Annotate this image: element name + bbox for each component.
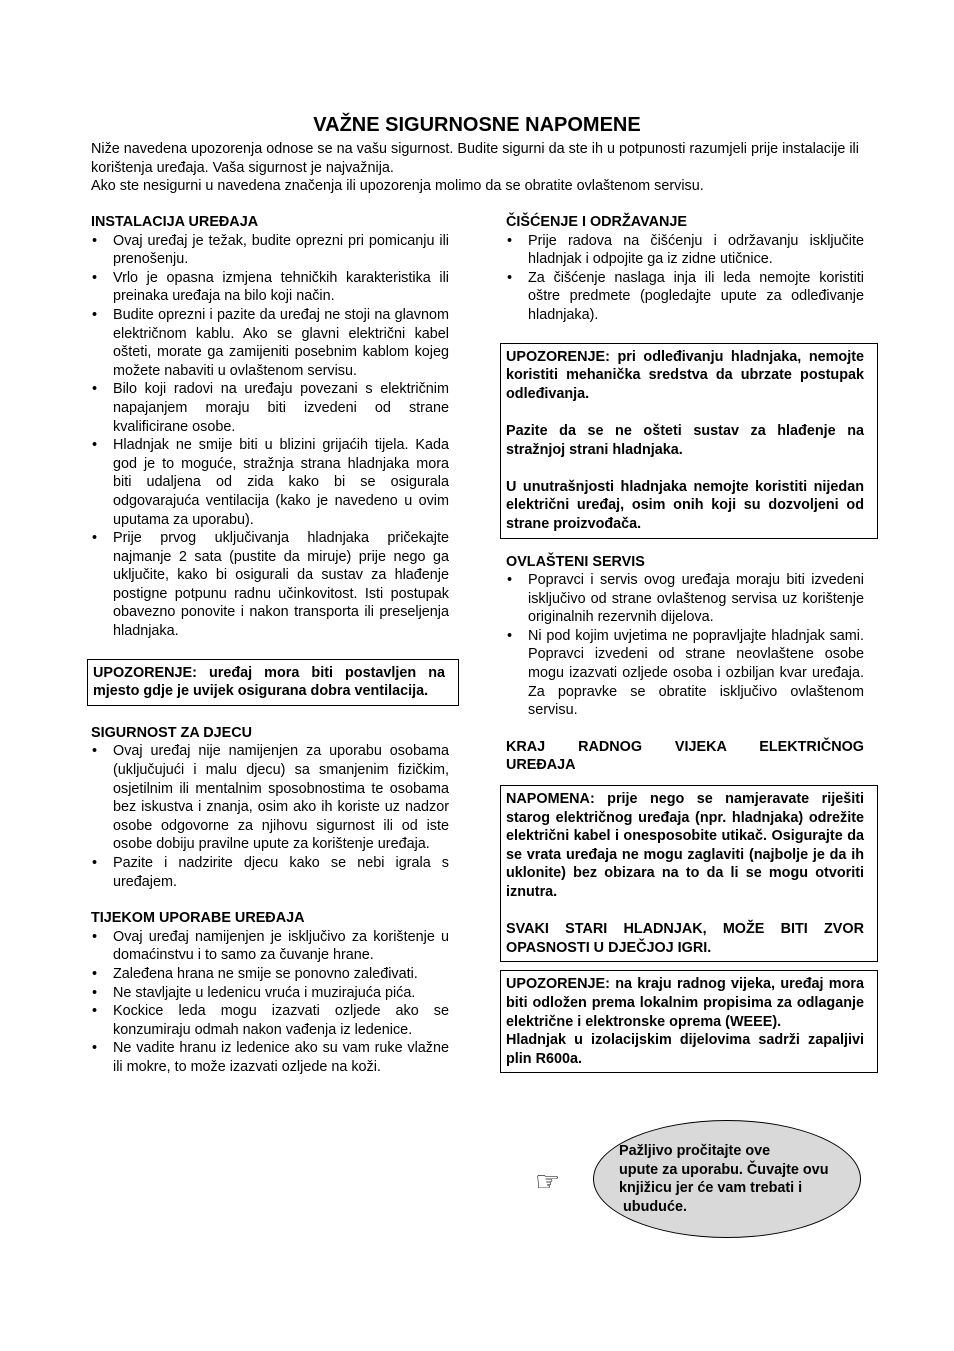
list-item: • Ni pod kojim uvjetima ne popravljajte hladnjak sami. Popravci izvedeni od strane neovlaštene osobe mogu izazvati ozljede osoba i ozbiljan kvar uređaja. Za popravke se obratite isključivo ovlaštenom servisu.	[506, 627, 864, 720]
weee-warning-text: Hladnjak u izolacijskim dijelovima sadrži zapaljivi plin R600a.	[506, 1032, 864, 1067]
cleaning-list	[506, 232, 864, 325]
weee-warning-text: UPOZORENJE: na kraju radnog vijeka, uređaj mora biti odložen prema lokalnim propisima za odlaganje električne i elektronske oprema (WEEE).	[506, 976, 864, 1030]
list-item: • Ne vadite hranu iz ledenice ako su vam ruke vlažne ili mokre, to može izazvati ozljede na koži.	[91, 1039, 449, 1076]
intro-text	[91, 140, 871, 196]
intro-paragraph: Niže navedena upozorenja odnose se na vašu sigurnost. Budite sigurni da ste ih u potpunosti razumjeli prije instalacije ili korištenja uređaja. Vaša sigurnost je najvažnija.	[91, 141, 859, 176]
list-item: • Ovaj uređaj nije namijenjen za uporabu osobama (uključujući i malu djecu) sa smanjenim fizičkim, osjetilnim ili mentalnim sposobnostima te osobama bez iskustva i znanja, osim ako ih koriste uz nadzor osobe odgovorne za njihovu sigurnost ili od iste osobe dobiju pravilne upute za korištenje uređaja.	[91, 742, 449, 854]
list-item: • Zaleđena hrana ne smije se ponovno zaleđivati.	[91, 965, 449, 984]
intro-paragraph: Ako ste nesigurni u navedena značenja ili upozorenja molimo da se obratite ovlaštenom servisu.	[91, 178, 704, 195]
cleaning-heading: ČIŠĆENJE I ODRŽAVANJE	[506, 214, 687, 230]
during-use-section	[91, 909, 449, 1076]
during-use-heading: TIJEKOM UPORABE UREĐAJA	[91, 910, 305, 927]
ventilation-warning-box	[87, 659, 459, 706]
list-item: • Prije prvog uključivanja hladnjaka pričekajte najmanje 2 sata (pustite da miruje) prije nego ga uključite, kako bi osigurali da sustav za hlađenje postigne potpunu radnu učinkovitost. Isti postupak obavezno ponovite i nakon transporta ili preseljenja hladnjaka.	[91, 529, 449, 641]
note-line: Pažljivo pročitajte ove	[619, 1143, 771, 1159]
installation-section	[91, 213, 449, 641]
disposal-note-text: NAPOMENA: prije nego se namjeravate riješiti starog električnog uređaja (npr. hladnjaka) odrežite električni kabel i onesposobite utikač. Osigurajte da se vrata uređaja ne mogu zaglaviti (najbolje je da ih uklonite) bez obizara na to da li se mogu otvoriti iznutra.	[506, 791, 864, 900]
service-section	[506, 553, 864, 720]
disposal-note-text: SVAKI STARI HLADNJAK, MOŽE BITI ZVOR OPASNOSTI U DJEČJOJ IGRI.	[506, 921, 864, 956]
defrost-warning-box	[500, 343, 878, 539]
pointing-hand-icon: ☞	[535, 1165, 561, 1198]
note-text	[619, 1142, 859, 1216]
list-item: • Za čišćenje naslaga inja ili leda nemojte koristiti oštre predmete (pogledajte upute za odleđivanje hladnjaka).	[506, 269, 864, 325]
list-item: • Ne stavljajte u ledenicu vruća i muzirajuća pića.	[91, 984, 449, 1003]
defrost-warning-text: UPOZORENJE: pri odleđivanju hladnjaka, nemojte koristiti mehanička sredstva da ubrzate postupak odleđivanja.	[506, 348, 864, 402]
child-safety-heading: SIGURNOST ZA DJECU	[91, 724, 252, 741]
defrost-warning-text: U unutrašnjosti hladnjaka nemojte koristiti nijedan električni uređaj, osim onih koji su dozvoljeni od strane proizvođača.	[506, 478, 864, 532]
right-column	[506, 213, 864, 1073]
during-use-list	[91, 928, 449, 1077]
note-line: upute za uporabu. Čuvajte ovu	[619, 1161, 829, 1178]
note-line: knjižicu jer će vam trebati i	[619, 1180, 803, 1197]
left-column	[91, 213, 449, 1077]
end-of-life-heading: KRAJ RADNOG VIJEKA ELEKTRIČNOG UREĐAJA	[506, 738, 864, 774]
list-item: • Bilo koji radovi na uređaju povezani s električnim napajanjem moraju biti izvedeni od strane kvalificirane osobe.	[91, 380, 449, 436]
installation-list	[91, 232, 449, 641]
ventilation-warning-text: UPOZORENJE: uređaj mora biti postavljen na mjesto gdje je uvijek osigurana dobra ventilacija.	[93, 664, 445, 700]
end-of-life-section	[506, 738, 864, 1074]
list-item: • Ovaj uređaj je težak, budite oprezni pri pomicanju ili prenošenju.	[91, 232, 449, 269]
list-item: • Kockice leda mogu izazvati ozljede ako se konzumiraju odmah nakon vađenja iz ledenice.	[91, 1002, 449, 1039]
service-heading: OVLAŠTENI SERVIS	[506, 553, 645, 570]
weee-warning-box	[500, 970, 878, 1073]
child-safety-list	[91, 742, 449, 891]
list-item: • Vrlo je opasna izmjena tehničkih karakteristika ili preinaka uređaja na bilo koji način.	[91, 269, 449, 306]
service-list	[506, 571, 864, 720]
list-item: • Budite oprezni i pazite da uređaj ne stoji na glavnom električnom kablu. Ako se glavni električni kabel ošteti, morate ga zamijeniti posebnim kablom kojeg možete nabaviti u ovlaštenom servisu.	[91, 306, 449, 380]
installation-heading: INSTALACIJA UREĐAJA	[91, 214, 259, 230]
cleaning-section	[506, 213, 864, 325]
list-item: • Pazite i nadzirite djecu kako se nebi igrala s uređajem.	[91, 854, 449, 891]
disposal-note-box	[500, 785, 878, 962]
list-item: • Ovaj uređaj namijenjen je isključivo za korištenje u domaćinstvu i to samo za čuvanje hrane.	[91, 928, 449, 965]
page-title: VAŽNE SIGURNOSNE NAPOMENE	[313, 114, 641, 136]
defrost-warning-text: Pazite da se ne ošteti sustav za hlađenje na stražnjoj strani hladnjaka.	[506, 422, 864, 458]
note-line: ubuduće.	[619, 1198, 687, 1215]
list-item: • Popravci i servis ovog uređaja moraju biti izvedeni isključivo od strane ovlaštenog servisa uz korištenje originalnih rezervnih dijelova.	[506, 571, 864, 627]
child-safety-section	[91, 724, 449, 891]
list-item: • Hladnjak ne smije biti u blizini grijaćih tijela. Kada god je to moguće, stražnja strana hladnjaka mora biti udaljena od zida kako bi se osigurala odgovarajuća ventilacija (kako je navedeno u ovim uputama za uporabu).	[91, 436, 449, 529]
list-item: • Prije radova na čišćenju i održavanju isključite hladnjak i odpojite ga iz zidne utičnice.	[506, 232, 864, 269]
read-instructions-note	[533, 1120, 863, 1240]
